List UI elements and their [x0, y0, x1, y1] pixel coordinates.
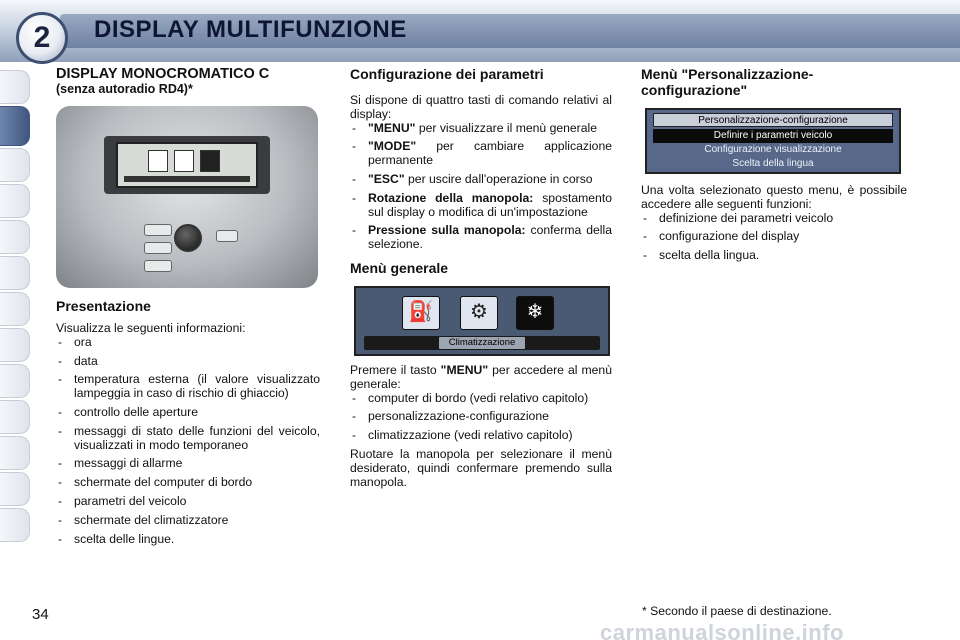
chapter-tab-4[interactable]: [0, 184, 30, 218]
settings-sliders-icon: ⚙: [460, 296, 498, 330]
general-menu-list: [350, 392, 612, 443]
watermark: carmanualsonline.info: [600, 620, 844, 640]
control-knob: [174, 224, 202, 252]
lcd-climate-icon: [200, 150, 220, 172]
chapter-tab-2-active[interactable]: [0, 106, 30, 146]
chapter-tab-10[interactable]: [0, 400, 30, 434]
key-label: Pressione sulla manopola:: [368, 223, 526, 238]
list-item: - messaggi di stato delle funzioni del veicolo, visualizzati in modo temporaneo: [56, 425, 320, 453]
personalization-heading: Menù "Personalizzazione-configurazione": [641, 66, 814, 98]
list-item: - ora: [56, 336, 320, 350]
list-item: - temperatura esterna (il valore visualizzato lampeggia in caso di rischio di ghiaccio): [56, 373, 320, 401]
page-title: DISPLAY MULTIFUNZIONE: [94, 16, 407, 43]
key-label: "MENU": [440, 362, 489, 377]
key-label: "MENU": [368, 120, 416, 135]
fuel-pump-icon: ⛽: [402, 296, 440, 330]
config-heading: Configurazione dei parametri: [350, 66, 544, 82]
key-description: per uscire dall'operazione in corso: [404, 171, 593, 186]
column-personalization-menu: [641, 66, 907, 268]
general-menu-heading: Menù generale: [350, 259, 449, 276]
general-menu-outro: Ruotare la manopola per selezionare il menù desiderato, quindi confermare premendo sulla manopola.: [350, 446, 612, 489]
intro-text: Premere il tasto: [350, 362, 441, 377]
display-panel-photo: [56, 106, 318, 288]
list-item: - personalizzazione-configurazione: [350, 410, 612, 424]
panel-button-esc: [216, 230, 238, 242]
chapter-tab-8[interactable]: [0, 328, 30, 362]
section-subtitle: (senza autoradio RD4)*: [56, 82, 193, 96]
key-description: spostamento sul display o modifica di un'impostazione: [368, 190, 612, 219]
personalization-intro: Una volta selezionato questo menu, è possibile accedere alle seguenti funzioni:: [641, 183, 907, 211]
chapter-tab-13[interactable]: [0, 508, 30, 542]
screen-line: Configurazione visualizzazione: [704, 144, 842, 155]
chapter-tabs: [0, 70, 36, 544]
lcd-settings-icon: [174, 150, 194, 172]
list-item: - climatizzazione (vedi relativo capitolo): [350, 429, 612, 443]
section-title: DISPLAY MONOCROMATICO C: [56, 66, 270, 82]
panel-button-2: [144, 242, 172, 254]
list-item: - controllo delle aperture: [56, 406, 320, 420]
config-item-knob-rotate: [350, 192, 612, 220]
list-item: - configurazione del display: [641, 230, 907, 244]
list-item: - scelta delle lingue.: [56, 533, 320, 547]
chapter-tab-6[interactable]: [0, 256, 30, 290]
config-item-esc: [350, 173, 612, 187]
presentation-intro: Visualizza le seguenti informazioni:: [56, 321, 246, 335]
general-menu-intro: [350, 364, 612, 392]
panel-button-1: [144, 224, 172, 236]
menu-label-bar: [364, 336, 600, 350]
key-description: per visualizzare il menù generale: [415, 120, 598, 135]
config-keys-list: [350, 122, 612, 252]
list-item: - definizione dei parametri veicolo: [641, 212, 907, 226]
intro-text: per accedere al menù generale:: [350, 362, 612, 391]
list-item: - scelta della lingua.: [641, 249, 907, 263]
key-description: per cambiare applicazione permanente: [368, 139, 612, 168]
general-menu-screen: [354, 286, 610, 356]
chapter-tab-5[interactable]: [0, 220, 30, 254]
lcd-screen: [116, 142, 258, 188]
screen-title: Personalizzazione-configurazione: [653, 113, 893, 127]
column-parameters-config: [350, 66, 612, 495]
presentation-list: [56, 336, 320, 547]
config-item-mode: [350, 140, 612, 168]
menu-selected-label: Climatizzazione: [439, 337, 526, 349]
list-item: - schermate del climatizzatore: [56, 514, 320, 528]
chapter-number-badge: [16, 12, 68, 64]
chapter-tab-1[interactable]: [0, 70, 30, 104]
chapter-tab-3[interactable]: [0, 148, 30, 182]
config-item-menu: [350, 122, 612, 136]
key-label: "MODE": [368, 139, 417, 154]
chapter-tab-11[interactable]: [0, 436, 30, 470]
list-item: - messaggi di allarme: [56, 457, 320, 471]
config-item-knob-press: [350, 224, 612, 252]
key-label: "ESC": [368, 171, 405, 186]
footnote: * Secondo il paese di destinazione.: [642, 604, 832, 618]
list-item: - schermate del computer di bordo: [56, 476, 320, 490]
chapter-tab-12[interactable]: [0, 472, 30, 506]
panel-button-3: [144, 260, 172, 272]
key-label: Rotazione della manopola:: [368, 190, 534, 205]
list-item: - computer di bordo (vedi relativo capitolo): [350, 392, 612, 406]
lcd-fuel-icon: [148, 150, 168, 172]
chapter-tab-9[interactable]: [0, 364, 30, 398]
page-number: 34: [32, 606, 49, 623]
chapter-number: 2: [33, 21, 51, 54]
presentation-heading: Presentazione: [56, 298, 151, 314]
personalization-menu-screen: [645, 108, 901, 174]
screen-selected-line: Definire i parametri veicolo: [653, 129, 893, 143]
list-item: - data: [56, 355, 320, 369]
column-monochrome-display: [56, 66, 320, 551]
chapter-tab-7[interactable]: [0, 292, 30, 326]
screen-line: Scelta della lingua: [732, 158, 814, 169]
lcd-label-bar: [124, 176, 250, 182]
climate-fan-icon: ❄: [516, 296, 554, 330]
key-description: conferma della selezione.: [368, 223, 612, 252]
list-item: - parametri del veicolo: [56, 495, 320, 509]
personalization-list: [641, 212, 907, 263]
page-header: [0, 0, 960, 62]
config-intro: Si dispone di quattro tasti di comando relativi al display:: [350, 93, 612, 121]
